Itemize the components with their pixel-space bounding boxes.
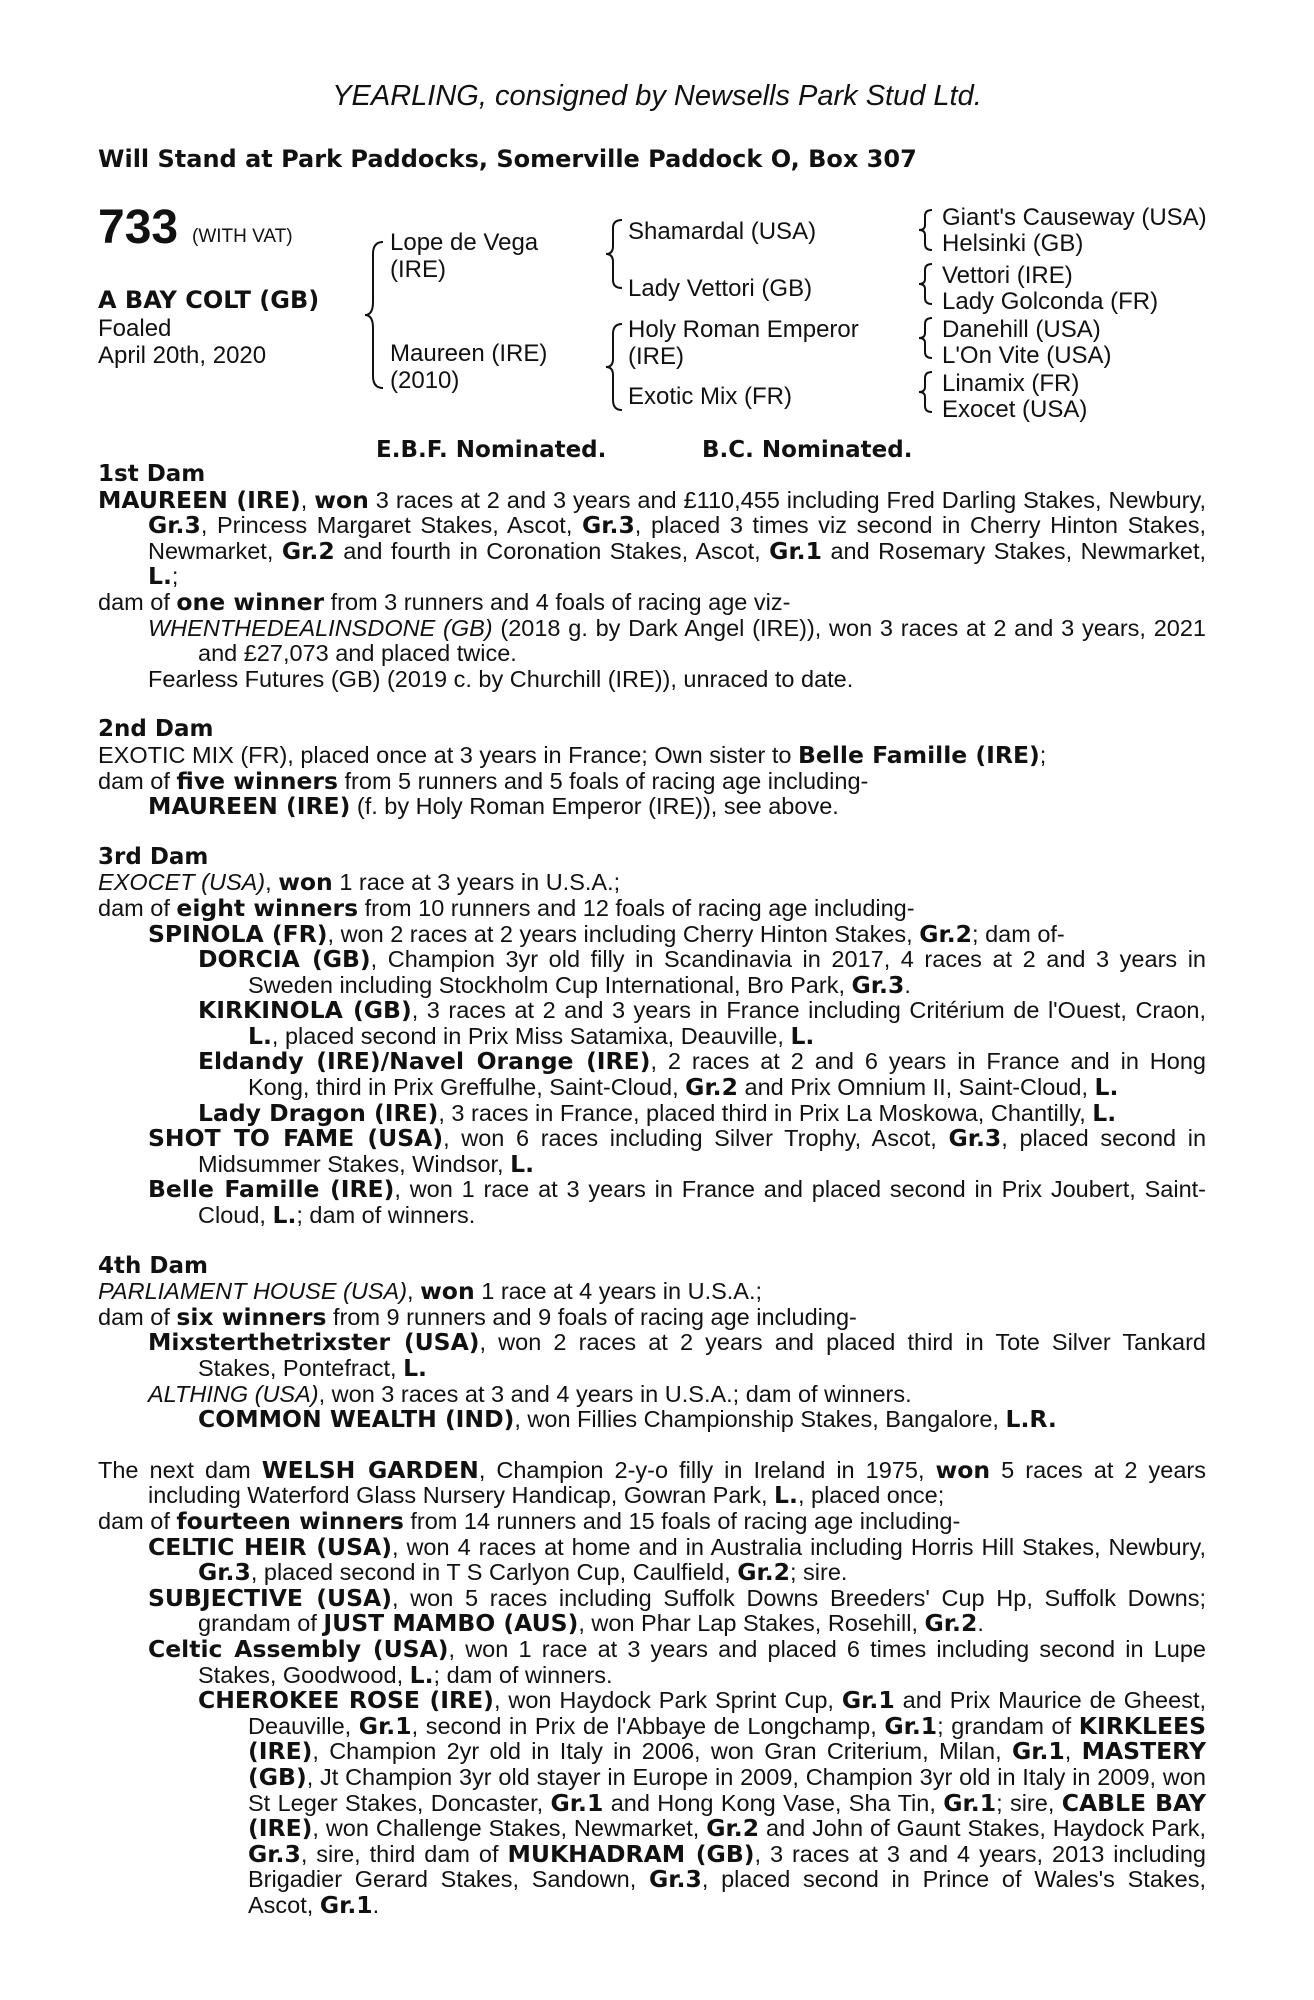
pedigree-dds: Linamix (FR) <box>942 370 1080 397</box>
text-run: Mixsterthetrixster (USA) <box>148 1328 480 1357</box>
text-run: Gr.1 <box>1011 1737 1065 1766</box>
text-run: EXOCET (USA) <box>98 869 266 896</box>
text-run: SUBJECTIVE (USA) <box>148 1583 392 1612</box>
bc-nomination: B.C. Nominated. <box>702 437 913 463</box>
text-run: WELSH GARDEN <box>261 1455 479 1484</box>
text-run: ; sire, <box>996 1789 1062 1816</box>
text-run: , won 2 races at 2 years and placed third in Tote Silver Tankard Stakes, Pontefract, <box>198 1329 1206 1381</box>
text-run: Gr.2 <box>919 919 973 948</box>
text-run: L. <box>1092 1098 1117 1127</box>
text-run: won <box>935 1455 991 1484</box>
text-run: 3 races at 2 and 3 years and £110,455 including Fred Darling Stakes, Newbury, <box>368 486 1206 513</box>
spinola-foal-dorcia <box>98 947 1206 998</box>
second-dam-heading: 2nd Dam <box>98 716 214 743</box>
text-run: Gr.3 <box>948 1124 1002 1153</box>
ds-line2: (IRE) <box>628 343 684 370</box>
third-dam-foal-spinola <box>98 919 1206 948</box>
text-run: Fearless Futures (GB) (2019 c. by Churchill (IRE)), unraced to date. <box>148 665 854 692</box>
text-run: ALTHING (USA) <box>148 1380 319 1407</box>
pedigree-brace-sire <box>604 218 626 290</box>
text-run: from 14 runners and 15 foals of racing age including- <box>403 1507 961 1534</box>
next-dam-record <box>98 1455 1207 1510</box>
text-run: from 5 runners and 5 foals of racing age including- <box>337 767 869 794</box>
text-run: The next dam <box>98 1456 262 1483</box>
ebf-nomination: E.B.F. Nominated. <box>376 437 607 463</box>
text-run: , sire, third dam of <box>300 1840 508 1867</box>
text-run: dam of <box>98 1303 177 1330</box>
first-dam-produce-summary <box>98 587 1206 616</box>
third-dam-record <box>98 870 1206 896</box>
pedigree-sire <box>390 229 538 283</box>
text-run: L. <box>403 1354 427 1382</box>
pedigree-brace-ds <box>917 316 935 360</box>
text-run: five winners <box>176 766 338 795</box>
text-run: and fourth in Coronation Stakes, Ascot, <box>334 537 770 564</box>
text-run: ; grandam of <box>937 1712 1079 1739</box>
spinola-foal-lady-dragon <box>98 1098 1206 1127</box>
text-run: Gr.3 <box>198 1558 251 1587</box>
pedigree-brace-dd <box>917 370 935 414</box>
text-run: Gr.2 <box>685 1073 738 1102</box>
fourth-dam-produce-summary <box>98 1302 1206 1331</box>
pedigree-dd: Exotic Mix (FR) <box>628 383 792 410</box>
text-run: , placed 3 times viz second in Cherry Hinton Stakes, Newmarket, <box>148 512 1206 564</box>
pedigree-dss: Danehill (USA) <box>942 316 1101 343</box>
text-run: Gr.1 <box>358 1711 412 1740</box>
text-run: . <box>977 1610 984 1637</box>
text-run: , second in Prix de l'Abbaye de Longchamp, <box>411 1712 885 1739</box>
next-dam-foal-celtic-heir <box>98 1532 1206 1587</box>
text-run: ; <box>1039 741 1047 768</box>
text-run: , Champion 2yr old in Italy in 2006, won Gran Criterium, Milan, <box>312 1738 1012 1765</box>
text-run: PARLIAMENT HOUSE (USA) <box>98 1278 408 1305</box>
first-dam-heading: 1st Dam <box>98 461 206 487</box>
pedigree-brace-dam <box>604 322 626 412</box>
text-run: 1 race at 3 years in U.S.A.; <box>332 869 621 896</box>
text-run: , won Challenge Stakes, Newmarket, <box>312 1815 707 1842</box>
text-run: ; dam of winners. <box>433 1661 613 1688</box>
text-run: (2018 g. by Dark Angel (IRE)), won 3 races at 2 and 3 years, 2021 and £27,073 and placed twice. <box>198 614 1206 667</box>
text-run: Gr.1 <box>884 1711 938 1740</box>
foaled-date: April 20th, 2020 <box>98 342 267 369</box>
sire-country: (IRE) <box>390 256 446 283</box>
text-run: MAUREEN (IRE) <box>148 792 351 821</box>
text-run: dam of <box>98 1507 177 1534</box>
text-run: Gr.2 <box>281 536 335 565</box>
stand-location: Will Stand at Park Paddocks, Somerville Paddock O, Box 307 <box>98 145 917 173</box>
text-run: EXOTIC MIX (FR), placed once at 3 years in France; Own sister to <box>98 741 799 768</box>
text-run: Gr.2 <box>706 1814 760 1843</box>
text-run: dam of <box>98 588 177 615</box>
text-run: dam of <box>98 767 177 794</box>
text-run: and John of Gaunt Stakes, Haydock Park, <box>759 1815 1206 1842</box>
text-run: Gr.3 <box>148 511 201 540</box>
text-run: dam of <box>98 894 177 921</box>
text-run: won <box>420 1277 475 1306</box>
pedigree-brace-sd <box>917 262 935 306</box>
text-run: Celtic Assembly (USA) <box>148 1634 449 1663</box>
text-run: , 3 races at 2 and 3 years in France including Critérium de l'Ouest, Craon, <box>411 997 1206 1024</box>
spinola-foal-eldandy <box>98 1049 1206 1100</box>
next-dam-foal-celtic-assembly <box>98 1634 1206 1689</box>
text-run: CELTIC HEIR (USA) <box>148 1532 392 1561</box>
text-run: , placed second in T S Carlyon Cup, Caulfield, <box>250 1559 738 1586</box>
text-run: Eldandy (IRE)/Navel Orange (IRE) <box>198 1047 651 1076</box>
text-run: one winner <box>176 587 325 616</box>
text-run: Gr.2 <box>924 1609 978 1638</box>
fourth-dam-foal-mixsterthetrixster <box>98 1330 1206 1381</box>
text-run: Gr.1 <box>769 536 822 565</box>
pedigree-brace-main <box>363 240 387 390</box>
text-run: (f. by Holy Roman Emperor (IRE)), see above. <box>350 793 839 820</box>
text-run: , 3 races in France, placed third in Prix La Moskowa, Chantilly, <box>438 1099 1093 1126</box>
text-run: DORCIA (GB) <box>198 945 371 974</box>
text-run: L. <box>409 1660 434 1689</box>
text-run: , 2 races at 2 and 6 years in France and in Hong Kong, third in Prix Greffulhe, Saint-Cloud, <box>248 1048 1206 1101</box>
text-run: MUKHADRAM (GB) <box>507 1839 755 1868</box>
text-run: SPINOLA (FR) <box>148 919 328 948</box>
vat-note: (WITH VAT) <box>192 226 293 247</box>
text-run: , Princess Margaret Stakes, Ascot, <box>200 512 582 539</box>
text-run: , won Fillies Championship Stakes, Bangalore, <box>514 1406 1006 1433</box>
text-run: Gr.3 <box>649 1865 702 1894</box>
text-run: L. <box>510 1149 535 1178</box>
ds-line1: Holy Roman Emperor <box>628 316 859 343</box>
text-run: , <box>1064 1738 1082 1765</box>
text-run: MASTERY (GB) <box>248 1737 1206 1791</box>
text-run: and Prix Omnium II, Saint-Cloud, <box>737 1074 1095 1101</box>
foaled-label: Foaled <box>98 315 172 342</box>
third-dam-produce-summary <box>98 893 1206 922</box>
text-run: Belle Famille (IRE) <box>148 1175 395 1204</box>
text-run: . <box>904 971 911 998</box>
sire-name: Lope de Vega <box>390 229 539 256</box>
text-run: L. <box>1094 1073 1119 1102</box>
pedigree-sd: Lady Vettori (GB) <box>628 275 813 302</box>
text-run: , placed second in Prince of Wales's Stakes, Ascot, <box>248 1866 1206 1918</box>
text-run: , won 2 races at 2 years including Cherry Hinton Stakes, <box>327 920 920 947</box>
text-run: , Champion 3yr old filly in Scandinavia in 2017, 4 races at 2 and 3 years in Sweden including Stockholm Cup International, Bro Park, <box>248 946 1207 998</box>
text-run: ; dam of- <box>972 920 1065 947</box>
spinola-foal-kirkinola <box>98 998 1206 1049</box>
text-run: COMMON WEALTH (IND) <box>198 1405 515 1434</box>
lot-number: 733 <box>98 201 179 254</box>
second-dam-produce-summary <box>98 766 1206 795</box>
text-run: , won 4 races at home and in Australia including Horris Hill Stakes, Newbury, <box>391 1533 1206 1560</box>
pedigree-notes <box>98 462 1206 1918</box>
fourth-dam-foal-althing <box>98 1382 1206 1408</box>
text-run: , won 5 races including Suffolk Downs Breeders' Cup Hp, Suffolk Downs; grandam of <box>198 1584 1206 1637</box>
pedigree-ss: Shamardal (USA) <box>628 218 817 245</box>
text-run: , won 1 race at 3 years in France and placed second in Prix Joubert, Saint-Cloud, <box>198 1176 1206 1229</box>
first-dam-foal-1 <box>98 616 1206 667</box>
text-run: L. <box>148 562 172 591</box>
text-run: and Hong Kong Vase, Sha Tin, <box>603 1789 944 1816</box>
text-run: , placed once; <box>797 1482 945 1509</box>
fourth-dam-record <box>98 1279 1206 1305</box>
text-run: , <box>265 869 279 896</box>
text-run: , placed second in Midsummer Stakes, Windsor, <box>198 1125 1207 1177</box>
text-run: L. <box>248 1021 272 1050</box>
first-dam-foal-2 <box>98 667 1206 693</box>
text-run: , <box>407 1278 421 1305</box>
text-run: . <box>372 1891 380 1918</box>
text-run: , 3 races at 3 and 4 years, 2013 including Brigadier Gerard Stakes, Sandown, <box>248 1840 1206 1893</box>
text-run: from 9 runners and 9 foals of racing age including- <box>326 1303 857 1330</box>
text-run: Gr.3 <box>248 1839 301 1868</box>
text-run: SHOT TO FAME (USA) <box>148 1124 444 1153</box>
pedigree-ds <box>628 316 859 370</box>
text-run: fourteen winners <box>176 1506 404 1535</box>
next-dam-produce-summary <box>98 1506 1206 1535</box>
text-run: ; dam of winners. <box>296 1202 476 1229</box>
text-run: JUST MAMBO (AUS) <box>323 1609 579 1638</box>
third-dam-foal-shot-to-fame <box>98 1126 1206 1177</box>
third-dam-foal-belle-famille <box>98 1177 1206 1228</box>
text-run: Belle Famille (IRE) <box>798 740 1040 769</box>
text-run: Lady Dragon (IRE) <box>198 1098 439 1127</box>
text-run: , <box>300 486 315 513</box>
text-run: , won Phar Lap Stakes, Rosehill, <box>578 1610 925 1637</box>
text-run: CHEROKEE ROSE (IRE) <box>198 1686 494 1715</box>
text-run: L. <box>774 1481 798 1510</box>
pedigree-brace-ss <box>917 208 935 252</box>
pedigree-sss: Giant's Causeway (USA) <box>942 204 1207 231</box>
pedigree-ddd: Exocet (USA) <box>942 396 1088 423</box>
text-run: and Prix Maurice de Gheest, Deauville, <box>248 1687 1207 1739</box>
foaled-info <box>98 315 266 369</box>
consignment-line: YEARLING, consigned by Newsells Park Stud Ltd. <box>332 80 982 112</box>
next-dam-foal-subjective <box>98 1583 1206 1638</box>
text-run: , won Haydock Park Sprint Cup, <box>493 1687 842 1714</box>
pedigree-sdd: Lady Golconda (FR) <box>942 288 1159 315</box>
text-run: KIRKINOLA (GB) <box>198 996 412 1025</box>
text-run: L. <box>790 1021 815 1050</box>
text-run: six winners <box>176 1302 327 1331</box>
fourth-dam-heading: 4th Dam <box>98 1252 208 1279</box>
pedigree-sds: Vettori (IRE) <box>942 262 1073 289</box>
text-run: KIRKLEES (IRE) <box>248 1711 1206 1766</box>
text-run: and Rosemary Stakes, Newmarket, <box>821 537 1207 564</box>
text-run: won <box>314 485 369 514</box>
lot-description: A BAY COLT (GB) <box>98 286 320 314</box>
text-run: CABLE BAY (IRE) <box>248 1788 1206 1843</box>
text-run: ; <box>171 563 179 590</box>
text-run: , Jt Champion 3yr old stayer in Europe in 2009, Champion 3yr old in Italy in 2009, won St Leger Stakes, Doncaster, <box>248 1763 1206 1816</box>
text-run: from 10 runners and 12 foals of racing age including- <box>358 894 915 921</box>
text-run: Gr.3 <box>851 970 905 999</box>
celtic-assembly-foal-cherokee-rose <box>98 1688 1206 1918</box>
pedigree-dam <box>390 340 547 394</box>
text-run: Gr.3 <box>581 511 635 540</box>
text-run: , placed second in Prix Miss Satamixa, Deauville, <box>271 1022 791 1049</box>
dam-year: (2010) <box>390 367 460 394</box>
text-run: , won 6 races including Silver Trophy, Ascot, <box>443 1125 949 1152</box>
text-run: , won 1 race at 3 years and placed 6 times including second in Lupe Stakes, Goodwood, <box>198 1635 1206 1688</box>
text-run: won <box>278 868 333 897</box>
second-dam-foal-1 <box>98 794 1206 820</box>
text-run: L.R. <box>1005 1405 1057 1434</box>
text-run: Gr.1 <box>550 1788 604 1817</box>
text-run: Gr.1 <box>319 1890 373 1919</box>
althing-foal-common-wealth <box>98 1407 1206 1433</box>
text-run: Gr.2 <box>737 1558 790 1587</box>
text-run: Gr.1 <box>943 1788 997 1817</box>
text-run: ; sire. <box>790 1559 848 1586</box>
text-run: from 3 runners and 4 foals of racing age viz- <box>324 588 791 615</box>
pedigree-ssd: Helsinki (GB) <box>942 230 1084 257</box>
first-dam-record <box>98 485 1207 591</box>
text-run: 5 races at 2 years including Waterford Glass Nursery Handicap, Gowran Park, <box>148 1456 1207 1509</box>
text-run: WHENTHEDEALINSDONE (GB) <box>148 614 493 641</box>
text-run: L. <box>272 1201 297 1230</box>
text-run: 1 race at 4 years in U.S.A.; <box>474 1278 763 1305</box>
text-run: , Champion 2-y-o filly in Ireland in 1975, <box>478 1456 936 1483</box>
dam-name: Maureen (IRE) <box>390 340 548 367</box>
text-run: , won 3 races at 3 and 4 years in U.S.A.; dam of winners. <box>318 1380 912 1407</box>
text-run: eight winners <box>176 893 359 922</box>
text-run: Gr.1 <box>841 1686 895 1715</box>
text-run: MAUREEN (IRE) <box>98 485 301 514</box>
pedigree-dsd: L'On Vite (USA) <box>942 342 1112 369</box>
second-dam-record <box>98 740 1206 769</box>
third-dam-heading: 3rd Dam <box>98 843 209 870</box>
